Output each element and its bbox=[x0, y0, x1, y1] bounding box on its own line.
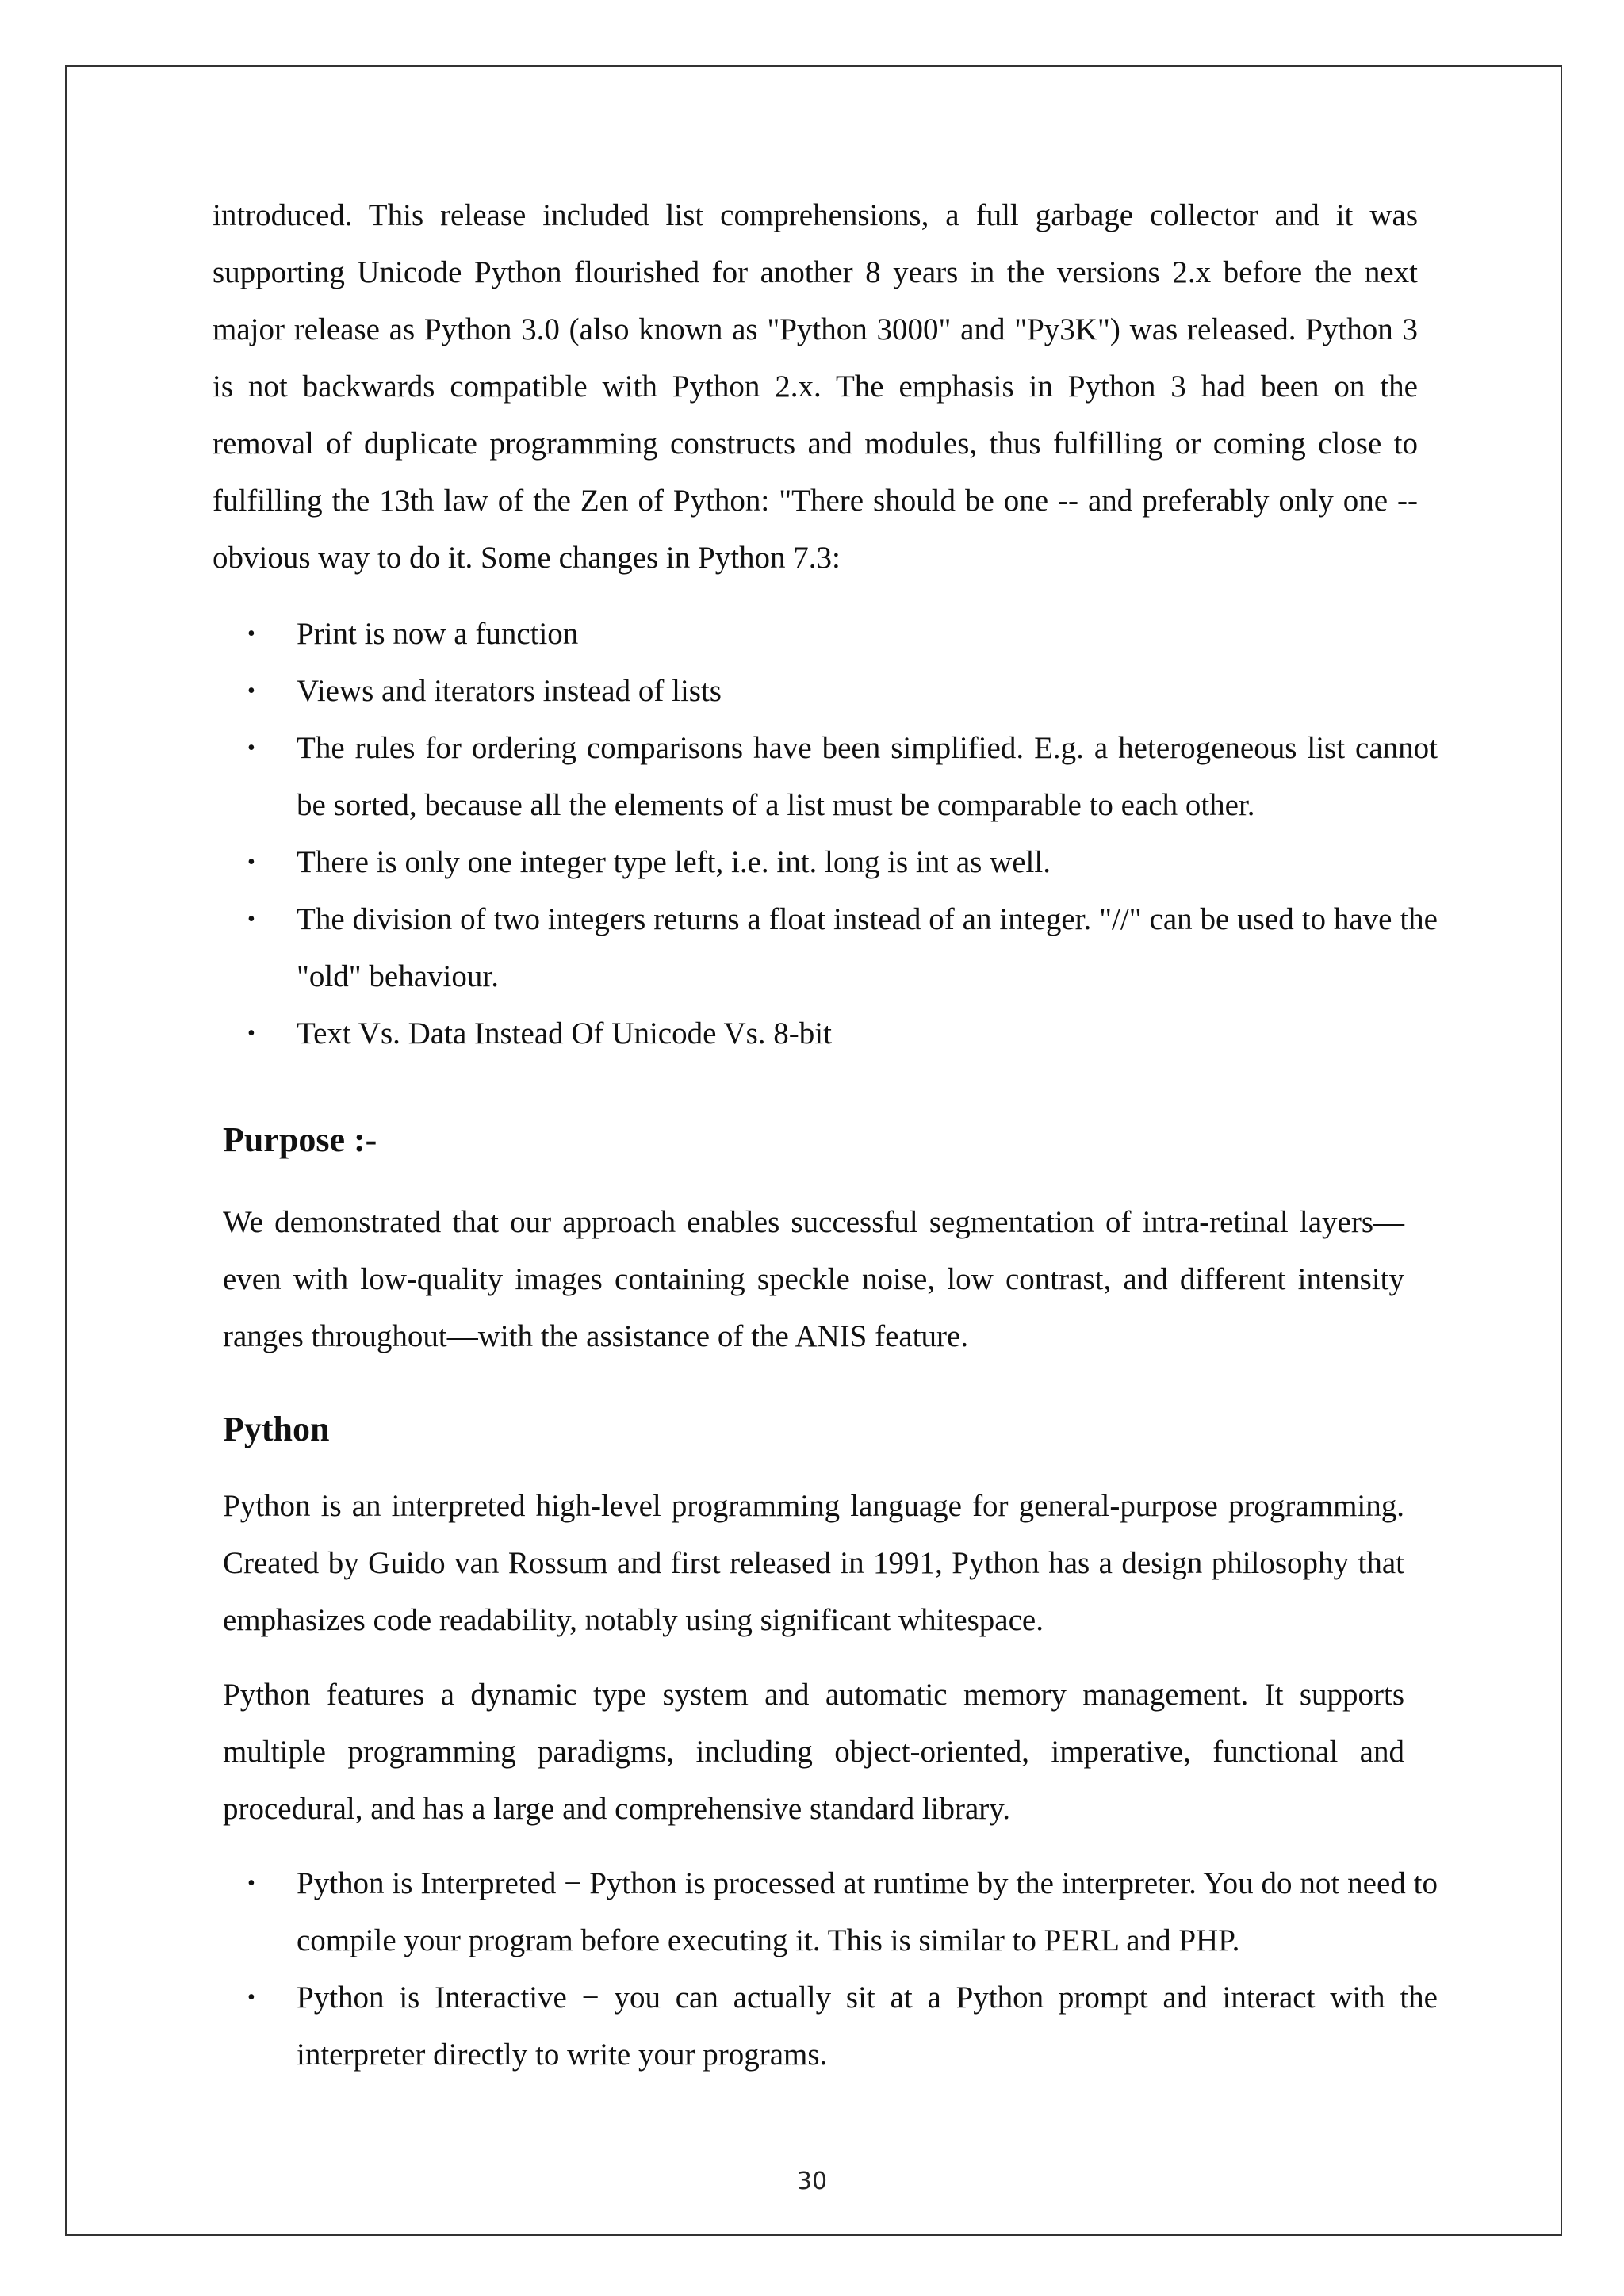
python-intro-paragraph: Python is an interpreted high-level programming language for general-purpose programming. Created by Guido van Rossum and first released in 1991, Python has a design philosophy that emphasizes code readability, notably using significant whitespace. bbox=[223, 1489, 1404, 1637]
bullet-icon: • bbox=[247, 1021, 255, 1046]
list-item-text: Python is Interpreted − Python is processed at runtime by the interpreter. You do not need to compile your program before executing it. This is similar to PERL and PHP. bbox=[297, 1866, 1438, 1957]
list-item-text: There is only one integer type left, i.e. int. long is int as well. bbox=[297, 845, 1051, 879]
list-item bbox=[213, 1005, 1438, 1062]
list-item bbox=[213, 720, 1438, 834]
bullet-icon: • bbox=[247, 1871, 255, 1896]
python-heading: Python bbox=[223, 1410, 330, 1448]
list-item-text: The rules for ordering comparisons have been simplified. E.g. a heterogeneous list cannot be sorted, because all the elements of a list must be comparable to each other. bbox=[297, 731, 1438, 822]
page-number: 30 bbox=[796, 2168, 828, 2195]
list-item-text: Text Vs. Data Instead Of Unicode Vs. 8-bit bbox=[297, 1016, 832, 1050]
python3-changes-list bbox=[213, 606, 1438, 1062]
list-item bbox=[213, 663, 1438, 720]
intro-paragraph: introduced. This release included list comprehensions, a full garbage collector and it was supporting Unicode Python flourished for another 8 years in the versions 2.x before the next major release as Python 3.0 (also known as "Python 3000" and "Py3K") was released. Python 3 is not backwards compatible with Python 2.x. The emphasis in Python 3 had been on the removal of duplicate programming constructs and modules, thus fulfilling or coming close to fulfilling the 13th law of the Zen of Python: "There should be one -- and preferably only one -- obvious way to do it. Some changes in Python 7.3: bbox=[213, 198, 1418, 575]
list-item bbox=[213, 1969, 1438, 2084]
python-features-list bbox=[213, 1855, 1438, 2084]
bullet-icon: • bbox=[247, 622, 255, 646]
purpose-paragraph: We demonstrated that our approach enables successful segmentation of intra-retinal layers—even with low-quality images containing speckle noise, low contrast, and different intensity ranges throughout—with the assistance of the ANIS feature. bbox=[223, 1205, 1404, 1353]
list-item-text: The division of two integers returns a float instead of an integer. "//" can be used to have the "old" behaviour. bbox=[297, 902, 1438, 993]
bullet-icon: • bbox=[247, 850, 255, 874]
list-item-text: Print is now a function bbox=[297, 617, 579, 651]
list-item bbox=[213, 834, 1438, 891]
purpose-heading: Purpose :- bbox=[223, 1120, 377, 1159]
python-features-paragraph: Python features a dynamic type system and automatic memory management. It supports multiple programming paradigms, including object-oriented, imperative, functional and procedural, and has a large and comprehensive standard library. bbox=[223, 1678, 1404, 1826]
list-item bbox=[213, 891, 1438, 1005]
list-item-text: Python is Interactive − you can actually sit at a Python prompt and interact with the interpreter directly to write your programs. bbox=[297, 1980, 1438, 2072]
list-item-text: Views and iterators instead of lists bbox=[297, 674, 722, 708]
list-item bbox=[213, 606, 1438, 663]
bullet-icon: • bbox=[247, 1985, 255, 2010]
list-item bbox=[213, 1855, 1438, 1969]
bullet-icon: • bbox=[247, 679, 255, 703]
bullet-icon: • bbox=[247, 907, 255, 932]
bullet-icon: • bbox=[247, 736, 255, 760]
